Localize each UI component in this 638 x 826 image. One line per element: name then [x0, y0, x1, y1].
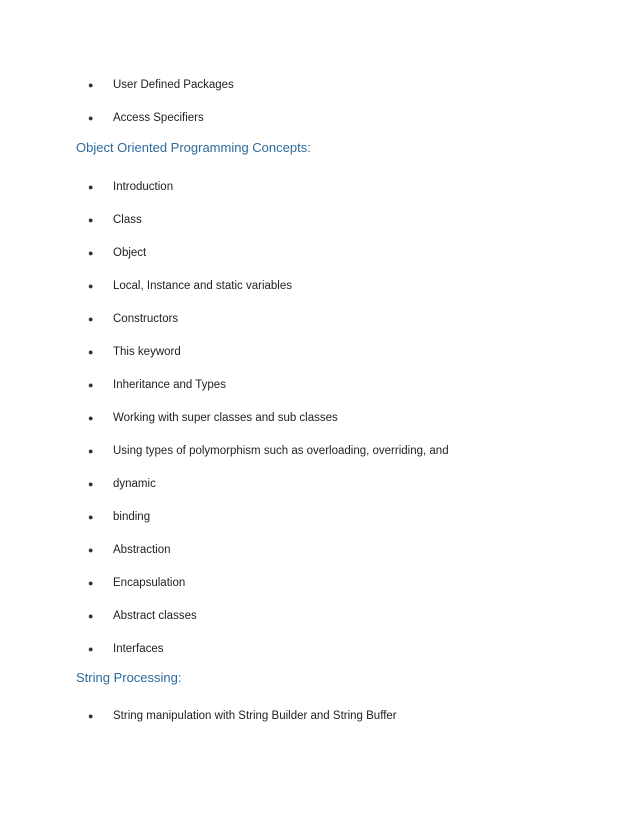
bullet-icon: ●: [88, 380, 94, 390]
bullet-icon: ●: [88, 248, 94, 258]
bullet-icon: ●: [88, 347, 94, 357]
list-item-text: User Defined Packages: [113, 79, 234, 91]
list-item-text: Using types of polymorphism such as overloading, overriding, and: [113, 445, 449, 457]
bullet-icon: ●: [88, 711, 94, 721]
section-heading-string-processing: String Processing:: [76, 670, 182, 685]
bullet-icon: ●: [88, 545, 94, 555]
list-item-text: Inheritance and Types: [113, 379, 226, 391]
bullet-icon: ●: [88, 644, 94, 654]
bullet-icon: ●: [88, 281, 94, 291]
list-item-text: Access Specifiers: [113, 112, 204, 124]
bullet-icon: ●: [88, 512, 94, 522]
bullet-icon: ●: [88, 611, 94, 621]
list-item-text: dynamic: [113, 478, 156, 490]
bullet-icon: ●: [88, 182, 94, 192]
bullet-icon: ●: [88, 446, 94, 456]
list-item-text: Local, Instance and static variables: [113, 280, 292, 292]
list-item-text: Working with super classes and sub classes: [113, 412, 338, 424]
bullet-icon: ●: [88, 215, 94, 225]
bullet-icon: ●: [88, 578, 94, 588]
bullet-icon: ●: [88, 479, 94, 489]
list-item-text: Object: [113, 247, 147, 259]
list-item-text: This keyword: [113, 346, 181, 358]
bullet-icon: ●: [88, 314, 94, 324]
list-item-text: Constructors: [113, 313, 179, 325]
list-item-text: String manipulation with String Builder and String Buffer: [113, 710, 397, 722]
bullet-icon: ●: [88, 413, 94, 423]
list-item-text: Abstract classes: [113, 610, 197, 622]
section-heading-oop: Object Oriented Programming Concepts:: [76, 140, 311, 155]
list-item-text: binding: [113, 511, 151, 523]
list-item-text: Interfaces: [113, 643, 164, 655]
list-item-text: Introduction: [113, 181, 174, 193]
list-item-text: Class: [113, 214, 142, 226]
list-item-text: Abstraction: [113, 544, 171, 556]
bullet-icon: ●: [88, 113, 94, 123]
list-item-text: Encapsulation: [113, 577, 186, 589]
bullet-icon: ●: [88, 80, 94, 90]
